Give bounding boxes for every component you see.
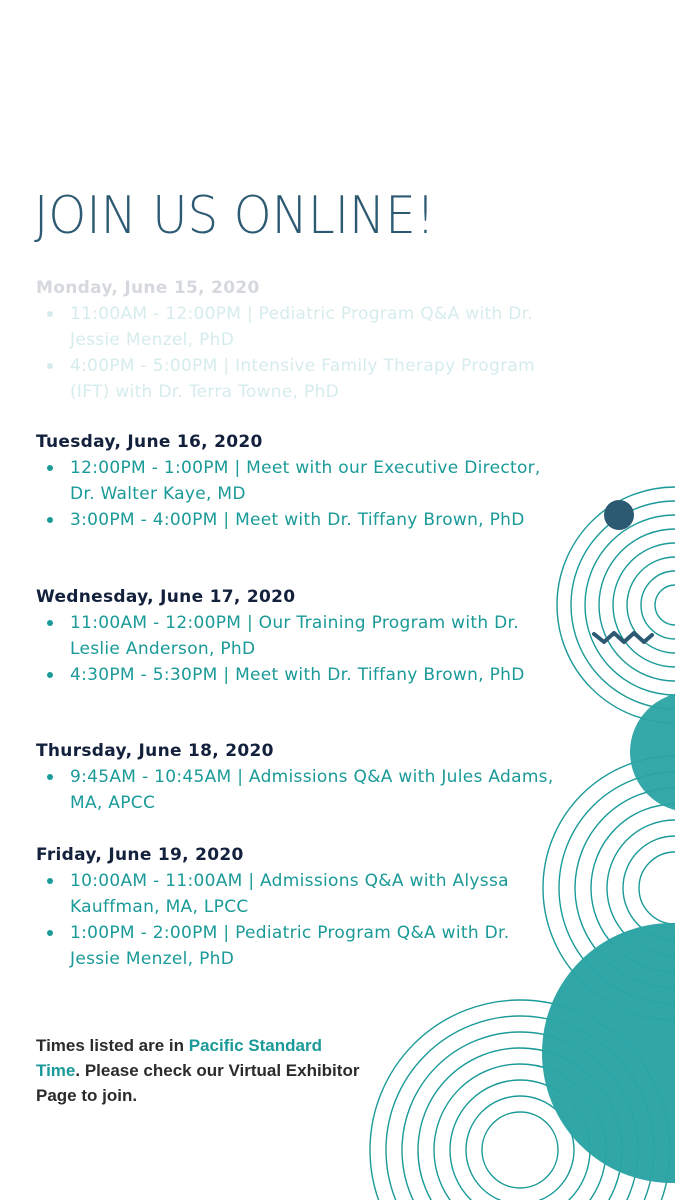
session-item [36,507,556,533]
session-text: 4:30PM - 5:30PM | Meet with Dr. Tiffany Brown, PhD [70,665,525,685]
page-title: JOIN US ONLINE! [34,186,436,246]
bullet-icon [47,930,53,936]
schedule-day [36,587,556,688]
session-item [36,764,556,816]
session-list [36,764,556,816]
day-heading: Thursday, June 18, 2020 [36,741,274,761]
bullet-icon [47,517,53,523]
bullet-icon [47,363,53,369]
timezone-note [36,1033,366,1108]
schedule-day [36,845,556,972]
session-list [36,610,556,688]
bullet-icon [47,620,53,626]
bullet-icon [47,465,53,471]
session-item [36,301,556,353]
session-item [36,455,556,507]
session-item [36,610,556,662]
session-text: 3:00PM - 4:00PM | Meet with Dr. Tiffany Brown, PhD [70,510,525,530]
bullet-icon [47,672,53,678]
day-heading: Friday, June 19, 2020 [36,845,244,865]
session-item [36,353,556,405]
schedule-day [36,741,556,816]
bullet-icon [47,774,53,780]
session-item [36,868,556,920]
schedule-day [36,432,556,533]
session-item [36,920,556,972]
bullet-icon [47,878,53,884]
session-text: 12:00PM - 1:00PM | Meet with our Executive Director, Dr. Walter Kaye, MD [70,458,541,504]
schedule-day [36,278,556,405]
session-item [36,662,556,688]
day-heading: Wednesday, June 17, 2020 [36,587,296,607]
session-text: 10:00AM - 11:00AM | Admissions Q&A with Alyssa Kauffman, MA, LPCC [70,871,509,917]
note-text-start: Times listed are in [36,1036,189,1055]
note-text-end: . Please check our Virtual Exhibitor Page to join. [36,1061,360,1105]
day-heading: Monday, June 15, 2020 [36,278,260,298]
session-list [36,455,556,533]
session-text: 1:00PM - 2:00PM | Pediatric Program Q&A with Dr. Jessie Menzel, PhD [70,923,510,969]
bullet-icon [47,311,53,317]
session-list [36,868,556,972]
session-text: 9:45AM - 10:45AM | Admissions Q&A with Jules Adams, MA, APCC [70,767,554,813]
session-text: 4:00PM - 5:00PM | Intensive Family Therapy Program (IFT) with Dr. Terra Towne, PhD [70,356,535,402]
session-list [36,301,556,405]
session-text: 11:00AM - 12:00PM | Pediatric Program Q&A with Dr. Jessie Menzel, PhD [70,304,534,350]
session-text: 11:00AM - 12:00PM | Our Training Program with Dr. Leslie Anderson, PhD [70,613,519,659]
timezone-highlight: Pacific Standard Time [36,1036,322,1080]
day-heading: Tuesday, June 16, 2020 [36,432,263,452]
